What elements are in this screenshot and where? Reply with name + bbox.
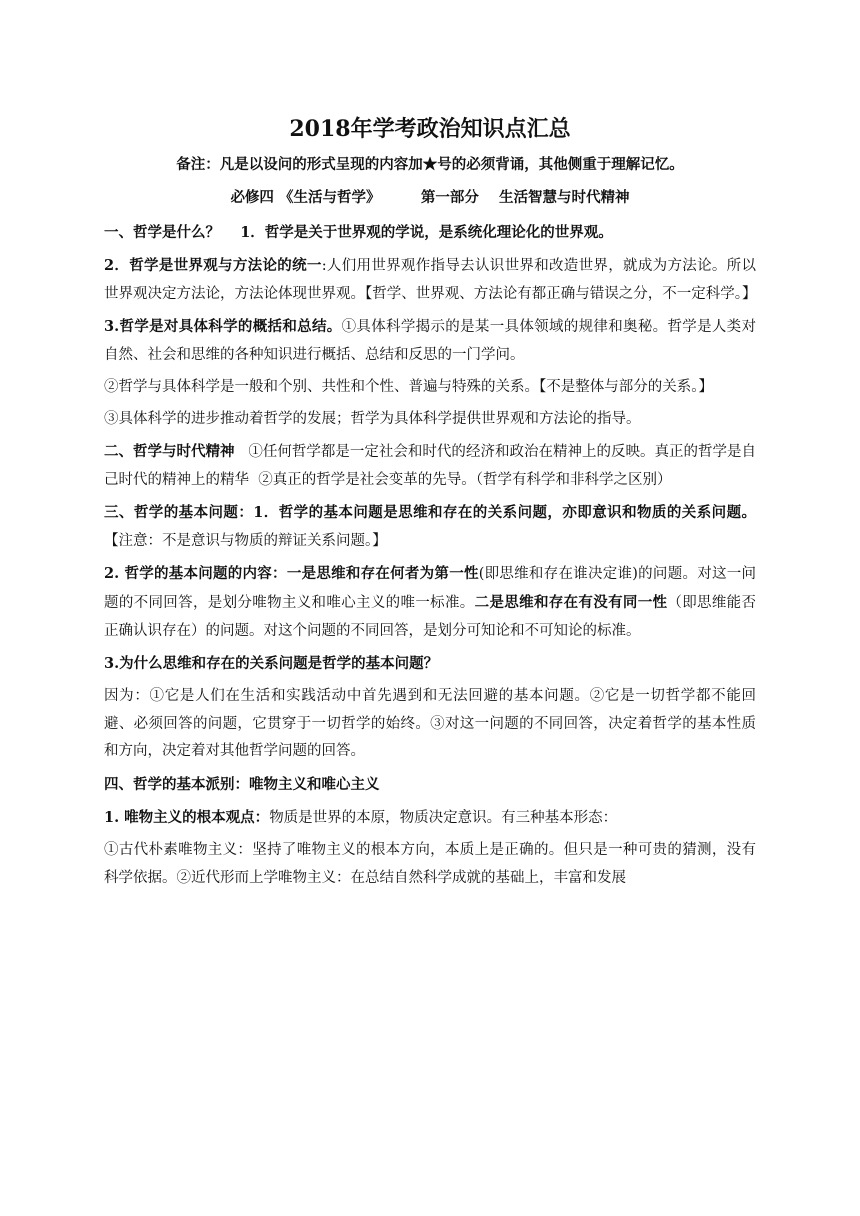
paragraph-1 — [104, 219, 756, 248]
section-heading-4: 四、哲学的基本派别：唯物主义和唯心主义 — [104, 775, 380, 793]
point-heading: 2. 哲学的基本问题的内容：一是思维和存在何者为第一性 — [104, 565, 479, 583]
paragraph-11 — [104, 771, 756, 800]
paragraph-text: ①任何哲学都是一定社会和时代的经济和政治在精神上的反映。真正的哲学是自己时代的精神上的精华 ②真正的哲学是社会变革的先导。（哲学有科学和非科学之区别） — [104, 444, 757, 489]
paragraph-8 — [104, 560, 756, 645]
paragraph-6 — [104, 438, 756, 494]
document-title: 2018年学考政治知识点汇总 — [289, 116, 571, 142]
paragraph-13 — [104, 837, 756, 892]
point-heading: 3.为什么思维和存在的关系问题是哲学的基本问题？ — [104, 654, 439, 672]
paragraph-3 — [104, 313, 756, 369]
document-note: 备注：凡是以设问的形式呈现的内容加★号的必须背诵，其他侧重于理解记忆。 — [176, 156, 684, 173]
paragraph-text: 物质是世界的本原，物质决定意识。有三种基本形态： — [269, 809, 618, 826]
paragraph-text: ①古代朴素唯物主义：坚持了唯物主义的根本方向，本质上是正确的。但只是一种可贵的猜测，没有科学依据。②近代形而上学唯物主义：在总结自然科学成就的基础上，丰富和发展 — [104, 842, 756, 886]
paragraph-5 — [104, 406, 756, 434]
point-emphasis: 二是思维和存在有没有同一性 — [474, 593, 668, 611]
paragraph-text: (即思维和存在谁决定谁)的问题。对这一问题的不同回答，是划分唯物主义和唯心主义的唯一标准。 — [104, 566, 756, 611]
paragraph-text: （即思维能否正确认识存在）的问题。对这个问题的不同回答，是划分可知论和不可知论的标准。 — [104, 594, 757, 639]
section-heading-3: 三、哲学的基本问题：1．哲学的基本问题是思维和存在的关系问题，亦即意识和物质的关系问题。 — [104, 504, 756, 522]
document-body — [104, 219, 756, 897]
paragraph-text: 因为：①它是人们在生活和实践活动中首先遇到和无法回避的基本问题。②它是一切哲学都不能回避、必须回答的问题，它贯穿于一切哲学的始终。③对这一问题的不同回答，决定着哲学的基本性质和方向，决定着对其他哲学问题的回答。 — [104, 688, 756, 760]
paragraph-9 — [104, 650, 756, 679]
paragraph-4 — [104, 374, 756, 402]
paragraph-2 — [104, 252, 756, 308]
paragraph-text: 【注意：不是意识与物质的辩证关系问题。】 — [104, 533, 387, 550]
document-subtitle: 必修四 《生活与哲学》 第一部分 生活智慧与时代精神 — [230, 189, 630, 206]
paragraph-10 — [104, 683, 756, 766]
paragraph-text: ②哲学与具体科学是一般和个别、共性和个性、普遍与特殊的关系。【不是整体与部分的关系。】 — [104, 379, 713, 396]
point-heading: 3.哲学是对具体科学的概括和总结。 — [104, 318, 342, 336]
paragraph-12 — [104, 804, 756, 833]
paragraph-text: :人们用世界观作指导去认识世界和改造世界，就成为方法论。所以世界观决定方法论，方法论体现世界观。【哲学、世界观、方法论有都正确与错误之分，不一定科学。】 — [104, 258, 757, 302]
point-heading: 1. 唯物主义的根本观点： — [104, 808, 270, 826]
paragraph-text: ③具体科学的进步推动着哲学的发展；哲学为具体科学提供世界观和方法论的指导。 — [104, 411, 641, 428]
point-heading: 2．哲学是世界观与方法论的统一 — [104, 257, 322, 275]
section-heading-2: 二、哲学与时代精神 — [104, 443, 235, 461]
section-heading-1: 一、哲学是什么？ 1．哲学是关于世界观的学说，是系统化理论化的世界观。 — [104, 224, 613, 241]
paragraph-text: ①具体科学揭示的是某一具体领域的规律和奥秘。哲学是人类对自然、社会和思维的各种知识进行概括、总结和反思的一门学问。 — [104, 319, 756, 363]
paragraph-7 — [104, 499, 756, 555]
